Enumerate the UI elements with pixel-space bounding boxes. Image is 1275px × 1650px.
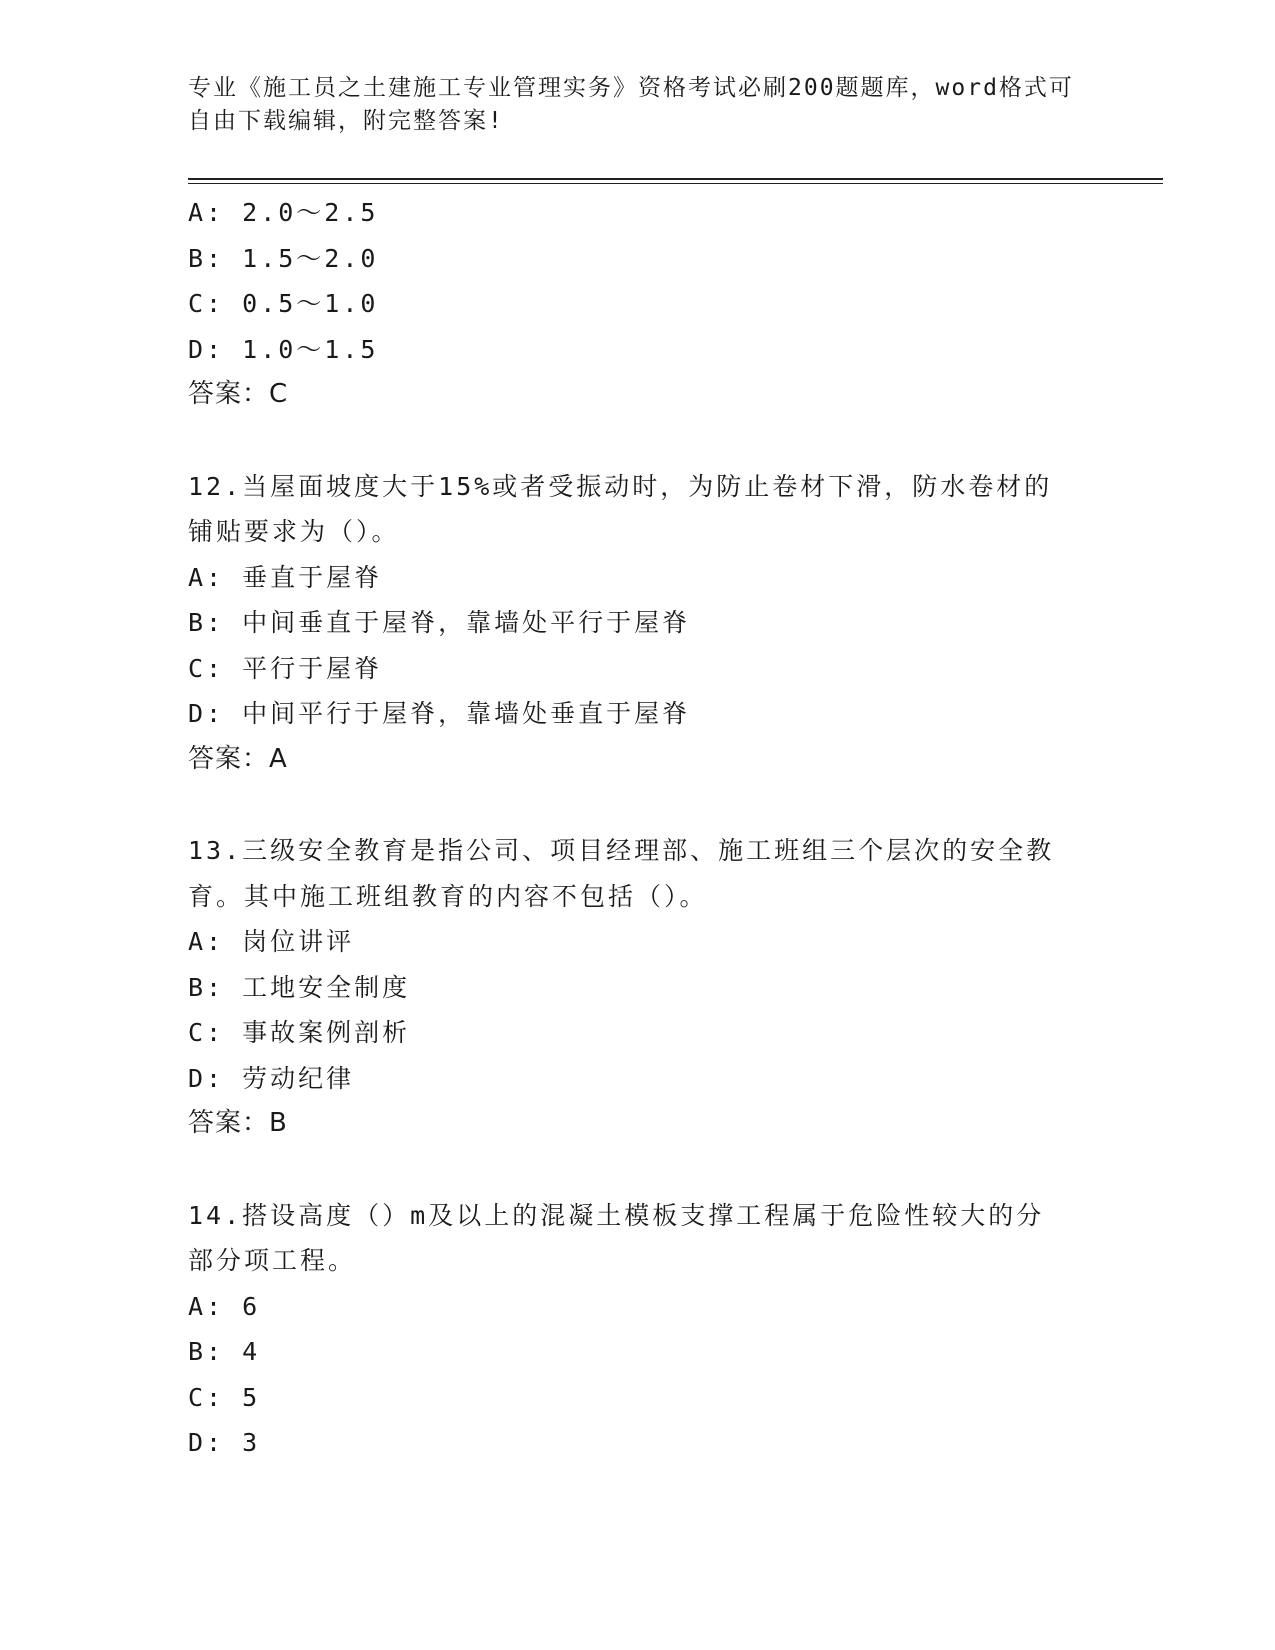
spacer xyxy=(188,782,1088,828)
question-text-line-1: 12.当屋面坡度大于15%或者受振动时，为防止卷材下滑，防水卷材的 xyxy=(188,471,1053,501)
option-c: C: 0.5～1.0 xyxy=(188,289,379,318)
option-b: B: 4 xyxy=(188,1337,261,1366)
option-a: A: 岗位讲评 xyxy=(188,927,355,956)
header-rule-thin xyxy=(188,183,1163,184)
answer-line: 答案：B xyxy=(188,1108,288,1138)
spacer xyxy=(188,418,1088,464)
option-a: A: 2.0～2.5 xyxy=(188,198,379,227)
header-rule-thick xyxy=(188,178,1163,180)
option-c: C: 5 xyxy=(188,1382,261,1412)
option-c: C: 平行于屋脊 xyxy=(188,653,383,683)
option-d: D: 1.0～1.5 xyxy=(188,334,379,364)
option-d: D: 中间平行于屋脊，靠墙处垂直于屋脊 xyxy=(188,699,691,728)
question-11-block xyxy=(188,190,1088,418)
option-a: A: 垂直于屋脊 xyxy=(188,562,383,592)
option-d: D: 3 xyxy=(188,1428,261,1457)
question-13-block xyxy=(188,828,1088,1147)
option-a: A: 6 xyxy=(188,1291,261,1321)
question-content xyxy=(188,190,1088,1466)
answer-line: 答案：C xyxy=(188,379,289,409)
option-c: C: 事故案例剖析 xyxy=(188,1018,411,1047)
question-text-line-1: 13.三级安全教育是指公司、项目经理部、施工班组三个层次的安全教 xyxy=(188,836,1055,865)
question-14-block xyxy=(188,1193,1088,1466)
answer-line: 答案：A xyxy=(188,743,288,774)
header-line-2: 自由下载编辑，附完整答案! xyxy=(188,108,504,134)
spacer xyxy=(188,1147,1088,1193)
header-line-1: 专业《施工员之土建施工专业管理实务》资格考试必刷200题题库，word格式可 xyxy=(188,75,1074,101)
option-b: B: 中间垂直于屋脊，靠墙处平行于屋脊 xyxy=(188,608,691,637)
document-header xyxy=(188,72,1088,138)
question-text-line-2: 部分项工程。 xyxy=(188,1246,357,1275)
question-text-line-2: 铺贴要求为（）。 xyxy=(188,517,400,546)
question-12-block xyxy=(188,464,1088,783)
option-d: D: 劳动纪律 xyxy=(188,1063,355,1093)
question-text-line-2: 育。其中施工班组教育的内容不包括（）。 xyxy=(188,881,708,911)
question-text-line-1: 14.搭设高度（）m及以上的混凝土模板支撑工程属于危险性较大的分 xyxy=(188,1200,1045,1230)
option-b: B: 工地安全制度 xyxy=(188,972,411,1002)
option-b: B: 1.5～2.0 xyxy=(188,243,379,273)
